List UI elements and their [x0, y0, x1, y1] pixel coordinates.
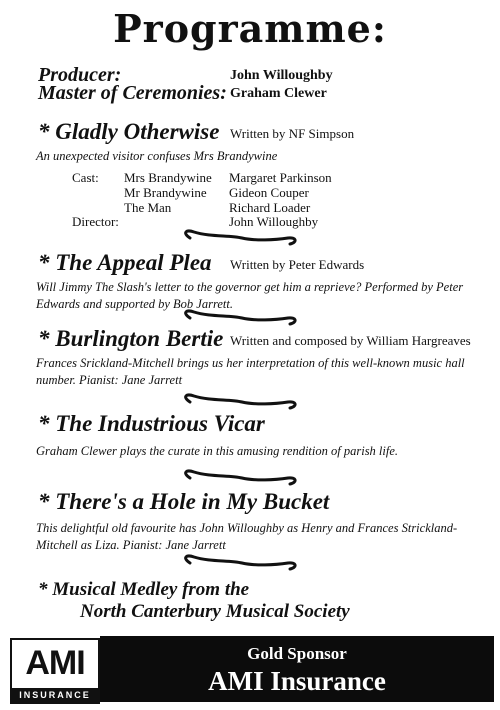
sponsor-logo-subtext: INSURANCE — [12, 688, 98, 702]
act-description-burlington-bertie: Frances Srickland-Mitchell brings us her interpretation of this well-known music hall number. Pianist: Jane Jarrett — [36, 356, 465, 387]
page-title: Programme: — [113, 6, 387, 51]
producer-label: Producer: — [38, 64, 122, 86]
act-title-appeal-plea: * The Appeal Plea — [38, 250, 212, 275]
sponsor-logo-text: AMI — [25, 644, 85, 682]
act-title-burlington-bertie: * Burlington Bertie — [38, 326, 224, 351]
mc-name: Graham Clewer — [230, 86, 327, 101]
cast-role: Mr Brandywine — [124, 185, 207, 200]
director-label: Director: — [72, 214, 119, 229]
cast-actor: Richard Loader — [229, 200, 311, 215]
act-description-hole-in-bucket: This delightful old favourite has John Willoughby as Henry and Frances Strickland-Mitchell as Liza. Pianist: Jane Jarrett — [36, 521, 458, 552]
cast-actor: Gideon Couper — [229, 185, 309, 200]
sponsor-label: Gold Sponsor — [247, 644, 347, 663]
cast-label: Cast: — [72, 170, 99, 185]
act-credit-gladly-otherwise: Written by NF Simpson — [230, 126, 355, 141]
act-title-industrious-vicar: * The Industrious Vicar — [38, 411, 265, 436]
swirl-divider — [180, 469, 300, 487]
director-name: John Willoughby — [229, 214, 319, 229]
act-description-appeal-plea: Will Jimmy The Slash's letter to the governor get him a reprieve? Performed by Peter Edwards and supported by Bob Jarrett. — [36, 280, 464, 311]
cast-actor: Margaret Parkinson — [229, 170, 332, 185]
act-description-industrious-vicar: Graham Clewer plays the curate in this amusing rendition of parish life. — [36, 444, 399, 458]
swirl-divider — [180, 309, 300, 327]
cast-role: Mrs Brandywine — [124, 170, 212, 185]
act-title-musical-medley-line1: * Musical Medley from the — [38, 579, 250, 600]
sponsor-logo — [10, 638, 100, 704]
mc-label: Master of Ceremonies: — [38, 82, 227, 104]
act-credit-appeal-plea: Written by Peter Edwards — [230, 257, 365, 272]
swirl-divider — [180, 229, 300, 247]
sponsor-name: AMI Insurance — [208, 666, 386, 696]
swirl-divider — [180, 393, 300, 411]
act-description-gladly-otherwise: An unexpected visitor confuses Mrs Brandywine — [36, 149, 278, 163]
sponsor-banner — [100, 636, 494, 702]
swirl-divider — [180, 554, 300, 572]
act-title-musical-medley-line2: North Canterbury Musical Society — [80, 601, 350, 622]
act-title-gladly-otherwise: * Gladly Otherwise — [38, 119, 220, 144]
cast-role: The Man — [124, 200, 172, 215]
act-credit-burlington-bertie: Written and composed by William Hargreaves — [230, 333, 471, 348]
act-title-hole-in-bucket: * There's a Hole in My Bucket — [38, 489, 330, 514]
producer-name: John Willoughby — [230, 68, 333, 83]
